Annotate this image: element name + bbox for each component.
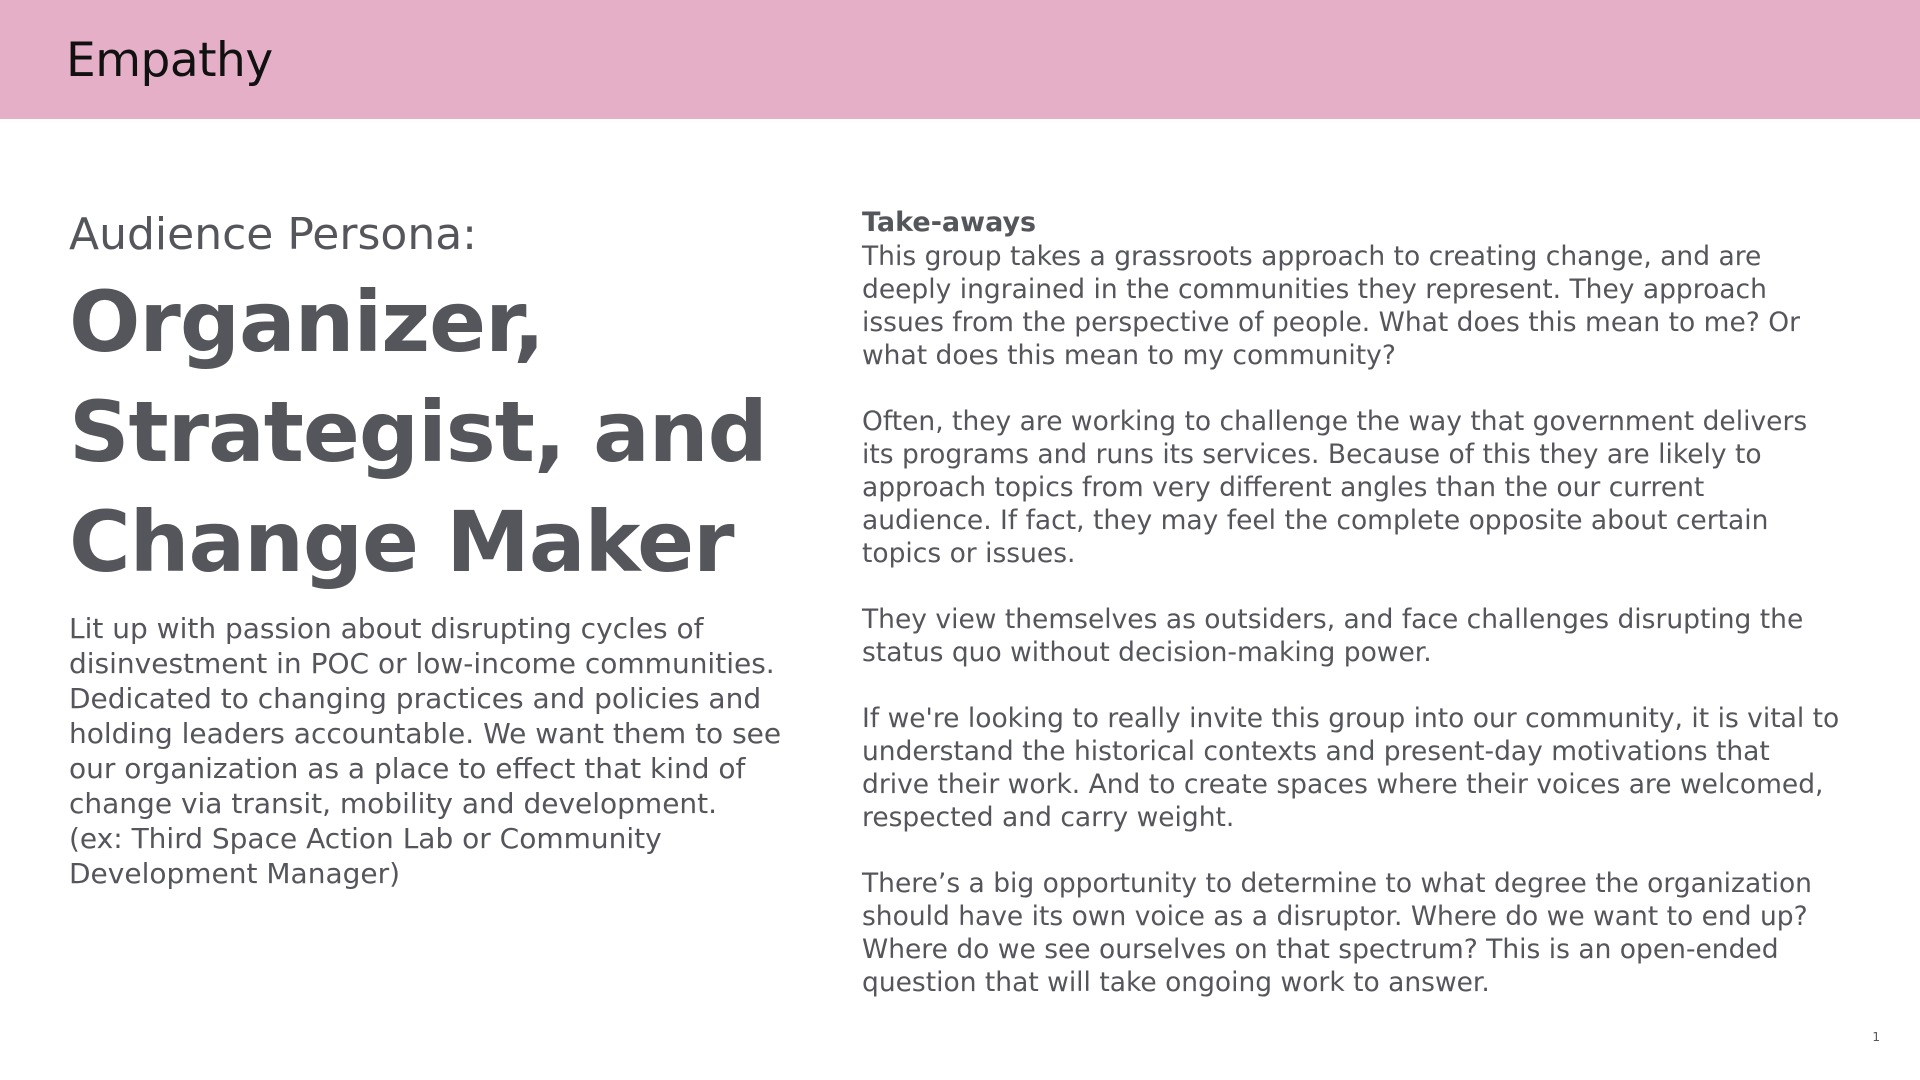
takeaway-line: should have its own voice as a disruptor. Where do we want to end up?	[862, 901, 1808, 932]
takeaway-line: audience. If fact, they may feel the complete opposite about certain	[862, 505, 1769, 536]
takeaway-line: deeply ingrained in the communities they represent. They approach	[862, 274, 1767, 305]
persona-name-line: Strategist, and	[69, 383, 767, 481]
takeaway-line: Often, they are working to challenge the way that government delivers	[862, 406, 1808, 437]
takeaway-line: approach topics from very different angles than the our current	[862, 472, 1705, 503]
persona-description-line: disinvestment in POC or low-income communities.	[69, 647, 775, 680]
persona-name	[69, 267, 769, 597]
takeaway-line: understand the historical contexts and present-day motivations that	[862, 736, 1770, 767]
persona-description-line: Lit up with passion about disrupting cycles of	[69, 612, 704, 645]
persona-name-line: Change Maker	[69, 493, 734, 591]
persona-description-line: Dedicated to changing practices and policies and	[69, 682, 762, 715]
takeaway-line: what does this mean to my community?	[862, 340, 1396, 371]
takeaway-line: Where do we see ourselves on that spectrum? This is an open-ended	[862, 934, 1779, 965]
takeaway-line: This group takes a grassroots approach to creating change, and are	[862, 241, 1762, 272]
persona-description-line: Development Manager)	[69, 857, 401, 890]
persona-panel	[69, 205, 782, 891]
takeaway-paragraph	[862, 405, 1862, 570]
persona-name-line: Organizer,	[69, 273, 545, 371]
takeaways-heading: Take-aways	[862, 207, 1037, 238]
persona-description-line: (ex: Third Space Action Lab or Community	[69, 822, 662, 855]
slide-title: Empathy	[66, 33, 273, 88]
takeaway-line: They view themselves as outsiders, and face challenges disrupting the	[862, 604, 1804, 635]
takeaway-paragraph	[862, 867, 1862, 999]
takeaway-paragraph	[862, 240, 1862, 372]
page-number: 1	[1872, 1030, 1880, 1044]
takeaway-line: respected and carry weight.	[862, 802, 1235, 833]
persona-description-line: holding leaders accountable. We want them to see	[69, 717, 782, 750]
persona-description-line: our organization as a place to effect that kind of	[69, 752, 746, 785]
takeaway-line: issues from the perspective of people. What does this mean to me? Or	[862, 307, 1800, 338]
takeaway-paragraph	[862, 702, 1862, 834]
persona-description	[69, 611, 782, 891]
persona-label: Audience Persona:	[69, 209, 477, 260]
takeaway-paragraph	[862, 603, 1862, 669]
takeaway-line: question that will take ongoing work to answer.	[862, 967, 1490, 998]
takeaway-line: topics or issues.	[862, 538, 1076, 569]
takeaway-line: There’s a big opportunity to determine to what degree the organization	[862, 868, 1812, 899]
takeaways-panel	[862, 206, 1862, 1032]
persona-description-line: change via transit, mobility and development.	[69, 787, 718, 820]
takeaway-line: its programs and runs its services. Because of this they are likely to	[862, 439, 1762, 470]
header-band	[0, 0, 1920, 119]
takeaway-line: drive their work. And to create spaces where their voices are welcomed,	[862, 769, 1824, 800]
takeaway-line: If we're looking to really invite this group into our community, it is vital to	[862, 703, 1840, 734]
takeaway-line: status quo without decision-making power.	[862, 637, 1432, 668]
